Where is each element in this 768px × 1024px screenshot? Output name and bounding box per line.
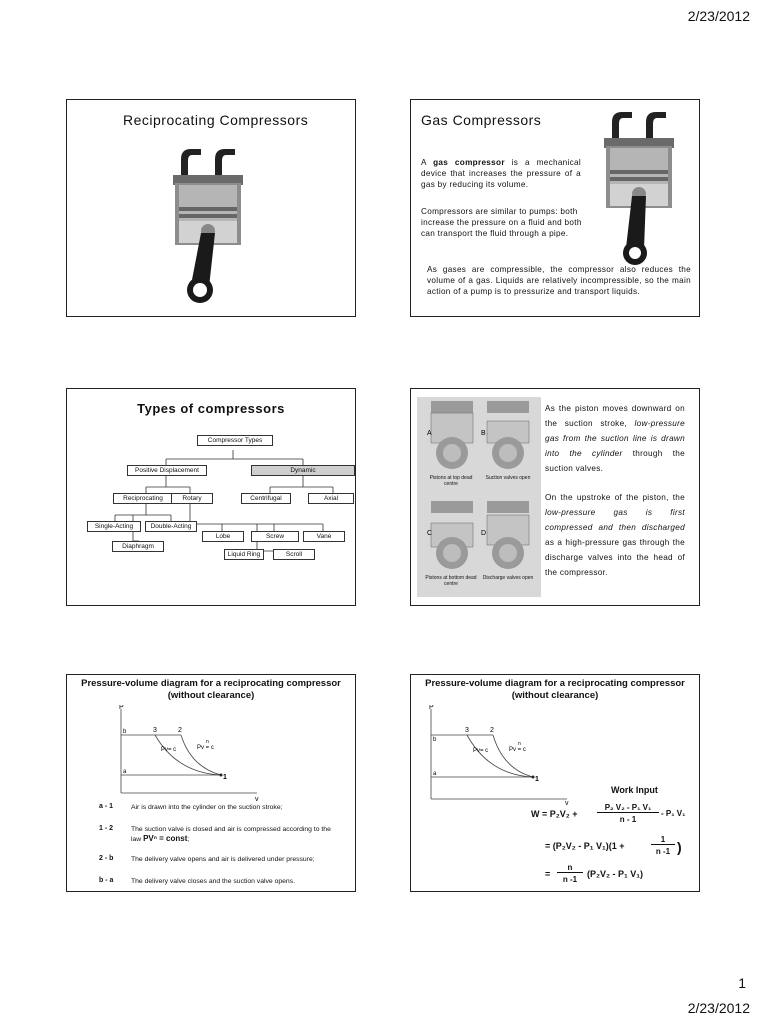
slide-work-input bbox=[410, 674, 700, 892]
tree-node-centrifugal: Centrifugal bbox=[241, 493, 291, 504]
label-isothermal: Pv= c bbox=[161, 747, 177, 753]
tree-node-single-acting: Single-Acting bbox=[87, 521, 141, 532]
point-b: b bbox=[123, 729, 127, 735]
slide-pv-diagram bbox=[66, 674, 356, 892]
step-b-a: b - a The delivery valve closes and the suction valve opens. bbox=[99, 877, 295, 885]
step-a-1: a - 1 Air is drawn into the cylinder on the suction stroke; bbox=[99, 803, 283, 811]
label-exponent: n bbox=[206, 739, 209, 745]
work-input-heading: Work Input bbox=[611, 785, 658, 795]
step-1-2: 1 - 2 The suction valve is closed and air is compressed according to the law PVⁿ = const; bbox=[99, 825, 331, 843]
tree-node-scroll: Scroll bbox=[273, 549, 315, 560]
pv-diagram bbox=[107, 705, 267, 805]
axis-p: P bbox=[119, 705, 124, 711]
slide-title: Pressure-volume diagram for a reciprocating compressor (without clearance) bbox=[425, 678, 685, 701]
tree-node-lobe: Lobe bbox=[202, 531, 244, 542]
compressibility-paragraph: As gases are compressible, the compressor also reduces the volume of a gas. Liquids are relatively incompressible, so the main action of a pump is to pressurize and transport liquids. bbox=[427, 265, 691, 296]
axis-v: v bbox=[565, 800, 569, 805]
tree-node-liquid-ring: Liquid Ring bbox=[224, 549, 264, 560]
piston-stroke-figure bbox=[417, 397, 541, 597]
point-a: a bbox=[433, 771, 437, 777]
equation-3: = n n -1 (P₂V₂ - P₁ V₁) bbox=[545, 863, 643, 884]
point-2: 2 bbox=[178, 727, 182, 734]
piston-illustration bbox=[596, 108, 686, 268]
equation-1: W = P₂V₂ + P₂ V₂ - P₁ V₁ n - 1 - P₁ V₁ bbox=[531, 803, 686, 824]
suction-stroke-paragraph: As the piston moves downward on the suction stroke, low-pressure gas from the suction line is drawn into the cylinder through the suction valves. bbox=[545, 404, 685, 473]
point-a: a bbox=[123, 769, 127, 775]
stroke-label-c: C bbox=[427, 530, 433, 537]
tree-node-axial: Axial bbox=[308, 493, 354, 504]
slide-title: Gas Compressors bbox=[421, 112, 542, 128]
tree-node-double-acting: Double-Acting bbox=[145, 521, 197, 532]
caption-discharge-valves: Discharge valves open bbox=[482, 575, 534, 581]
axis-v: v bbox=[255, 796, 259, 803]
slide-gas-compressors bbox=[410, 99, 700, 317]
page-number: 1 bbox=[738, 975, 746, 991]
caption-bottom-dead-centre: Pistons at bottom dead centre bbox=[425, 575, 477, 587]
point-3: 3 bbox=[465, 727, 469, 734]
step-2-b: 2 - b The delivery valve opens and air is delivered under pressure; bbox=[99, 855, 315, 863]
tree-node-rotary: Rotary bbox=[171, 493, 213, 504]
tree-node-screw: Screw bbox=[251, 531, 299, 542]
stroke-label-d: D bbox=[481, 530, 487, 537]
slide-types-of-compressors bbox=[66, 388, 356, 606]
slide-piston-strokes bbox=[410, 388, 700, 606]
piston-illustration bbox=[165, 145, 255, 305]
label-exponent: n bbox=[518, 741, 521, 747]
pv-diagram bbox=[417, 705, 577, 805]
footer-date: 2/23/2012 bbox=[687, 1000, 750, 1016]
tree-node-diaphragm: Diaphragm bbox=[112, 541, 164, 552]
axis-p: P bbox=[429, 705, 434, 711]
definition-paragraph: A gas compressor is a mechanical device that increases the pressure of a gas by reducing its volume. bbox=[421, 158, 582, 189]
label-isothermal: Pv= c bbox=[473, 748, 489, 754]
pumps-comparison-paragraph: Compressors are similar to pumps: both increase the pressure on a fluid and both can transport the fluid through a pipe. bbox=[421, 207, 582, 238]
tree-node-root: Compressor Types bbox=[197, 435, 273, 446]
slide-reciprocating-compressors bbox=[66, 99, 356, 317]
caption-top-dead-centre: Pistons at top dead centre bbox=[429, 475, 473, 487]
slide-title: Types of compressors bbox=[137, 401, 285, 416]
slide-title: Pressure-volume diagram for a reciprocating compressor (without clearance) bbox=[81, 678, 341, 701]
label-polytropic: Pv = c bbox=[509, 747, 526, 753]
equation-2: = (P₂V₂ - P₁ V₁)(1 + 1 n -1 ) bbox=[545, 835, 682, 856]
point-1: 1 bbox=[223, 774, 227, 781]
upstroke-paragraph: On the upstroke of the piston, the low-pressure gas is first compressed and then discharged as a high-pressure gas through the discharge valves into the head of the compressor. bbox=[545, 493, 685, 577]
header-date: 2/23/2012 bbox=[687, 8, 750, 24]
tree-node-vane: Vane bbox=[303, 531, 345, 542]
label-polytropic: Pv = c bbox=[197, 745, 214, 751]
point-b: b bbox=[433, 737, 437, 743]
caption-suction-valves: Suction valves open bbox=[485, 475, 531, 481]
point-1: 1 bbox=[535, 776, 539, 783]
tree-node-dynamic: Dynamic bbox=[251, 465, 355, 476]
stroke-label-a: A bbox=[427, 430, 432, 437]
point-2: 2 bbox=[490, 727, 494, 734]
slide-title: Reciprocating Compressors bbox=[123, 112, 309, 128]
stroke-label-b: B bbox=[481, 430, 486, 437]
point-3: 3 bbox=[153, 727, 157, 734]
tree-node-positive-displacement: Positive Displacement bbox=[127, 465, 207, 476]
tree-node-reciprocating: Reciprocating bbox=[113, 493, 173, 504]
